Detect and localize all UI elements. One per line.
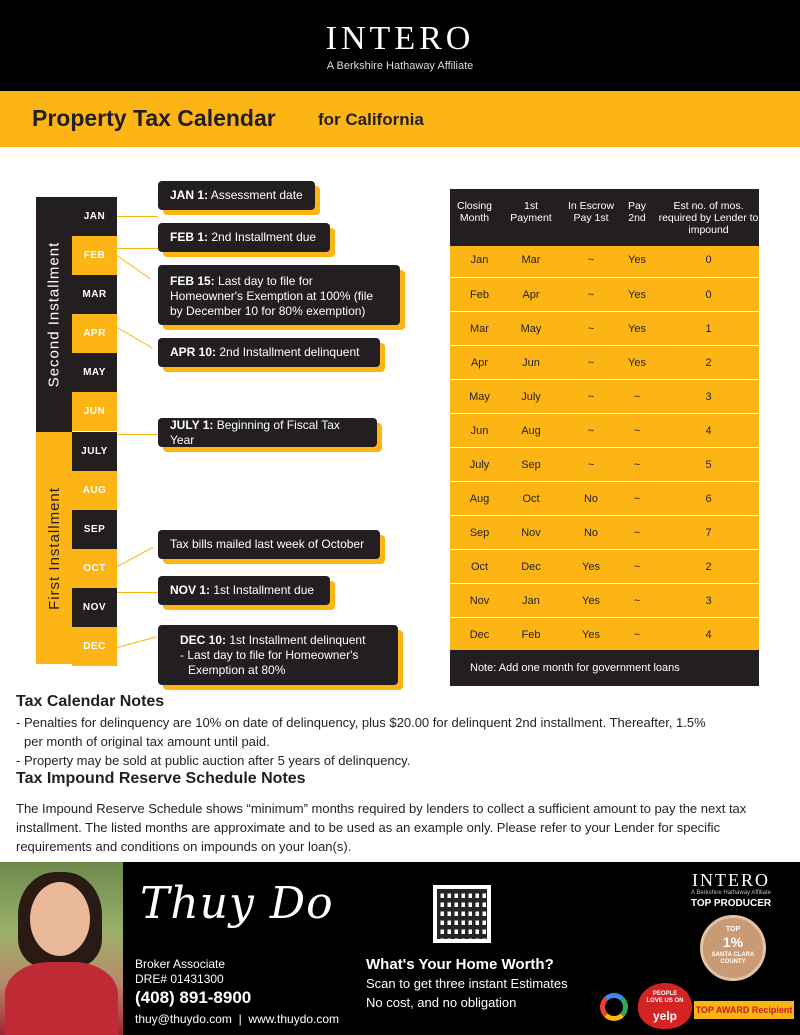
- agent-dre: DRE# 01431300: [135, 972, 224, 986]
- td-est-months: 2: [705, 561, 712, 573]
- td-est-months: 2: [705, 357, 712, 369]
- month-feb: FEB: [72, 236, 117, 275]
- td-in-escrow: ~: [587, 391, 595, 403]
- notes-auction-line: - Property may be sold at public auction after 5 years of delinquency.: [16, 753, 411, 768]
- td-closing-month: July: [469, 459, 490, 471]
- table-row: [450, 583, 759, 617]
- td-closing-month: Dec: [469, 629, 490, 641]
- tax-calendar-notes-heading: Tax Calendar Notes: [16, 693, 165, 710]
- td-pay-second: Yes: [628, 254, 646, 266]
- month-oct: OCT: [72, 549, 117, 588]
- connector-apr: [117, 327, 153, 348]
- td-est-months: 3: [705, 391, 712, 403]
- first-installment-label: First Installment: [45, 486, 63, 610]
- promo-line-2: No cost, and no obligation: [366, 995, 517, 1010]
- table-header: [450, 189, 759, 246]
- td-closing-month: Jan: [470, 254, 489, 266]
- td-first-payment: Oct: [522, 493, 540, 505]
- event-apr-10: APR 10: 2nd Installment delinquent: [158, 338, 380, 367]
- td-in-escrow: ~: [587, 254, 595, 266]
- td-in-escrow: ~: [587, 357, 595, 369]
- td-in-escrow: ~: [587, 289, 595, 301]
- event-dec-10: DEC 10: 1st Installment delinquent - Last day to file for Homeowner's Exemption at 80%: [158, 625, 398, 685]
- yelp-icon: PEOPLE LOVE US ON yelp: [638, 983, 692, 1029]
- event-feb-1: FEB 1: 2nd Installment due: [158, 223, 330, 252]
- td-pay-second: ~: [633, 595, 641, 607]
- td-in-escrow: Yes: [582, 629, 600, 641]
- impound-notes-text: The Impound Reserve Schedule shows “minimum” months required by lenders to collect a sufficient amount to pay the next tax installment. The listed months are approximate and to be used as an example only. Please refer to your Lender for specific requirements and conditions on impounds on your loan(s).: [16, 801, 747, 854]
- notes-penalty-line-2: per month of original tax amount until paid.: [24, 734, 270, 749]
- event-july-1: JULY 1: Beginning of Fiscal Tax Year: [158, 418, 377, 447]
- month-jun: JUN: [72, 392, 117, 431]
- table-row: [450, 277, 759, 311]
- td-est-months: 0: [705, 289, 712, 301]
- medal-icon: TOP 1% SANTA CLARA COUNTY: [700, 915, 766, 981]
- td-in-escrow: Yes: [582, 595, 600, 607]
- table-note: Note: Add one month for government loans: [450, 650, 759, 686]
- connector-feb1: [117, 248, 158, 249]
- second-installment-label: Second Installment: [45, 241, 63, 388]
- td-first-payment: Dec: [521, 561, 541, 573]
- td-est-months: 7: [705, 527, 712, 539]
- connector-nov: [117, 592, 158, 593]
- event-nov-1: NOV 1: 1st Installment due: [158, 576, 330, 605]
- td-pay-second: Yes: [628, 289, 646, 301]
- td-in-escrow: No: [583, 527, 599, 539]
- award-ribbon: TOP AWARD Recipient: [694, 1001, 794, 1019]
- td-in-escrow: ~: [587, 323, 595, 335]
- td-first-payment: Sep: [521, 459, 541, 471]
- table-row: [450, 379, 759, 413]
- table-row: [450, 617, 759, 651]
- td-pay-second: Yes: [628, 357, 646, 369]
- td-in-escrow: Yes: [582, 561, 600, 573]
- month-jan: JAN: [72, 197, 117, 236]
- table-row: [450, 515, 759, 549]
- td-pay-second: ~: [633, 391, 641, 403]
- td-closing-month: Jun: [470, 425, 489, 437]
- td-first-payment: May: [520, 323, 542, 335]
- td-est-months: 0: [705, 254, 712, 266]
- td-in-escrow: No: [583, 493, 599, 505]
- agent-photo: [0, 862, 123, 1035]
- td-pay-second: ~: [633, 425, 641, 437]
- badge-title: TOP PRODUCER: [690, 898, 772, 909]
- td-est-months: 6: [705, 493, 712, 505]
- td-closing-month: Nov: [469, 595, 490, 607]
- event-tax-bills: Tax bills mailed last week of October: [158, 530, 380, 559]
- td-first-payment: Apr: [522, 289, 540, 301]
- td-est-months: 3: [705, 595, 712, 607]
- brand-logo: INTERO: [325, 20, 475, 57]
- td-first-payment: July: [521, 391, 541, 403]
- td-est-months: 4: [705, 629, 712, 641]
- td-est-months: 1: [705, 323, 712, 335]
- td-closing-month: Oct: [470, 561, 489, 573]
- th-first-payment: 1st Payment: [510, 200, 552, 224]
- agent-contact[interactable]: thuy@thuydo.com | www.thuydo.com: [135, 1012, 340, 1026]
- table-row: [450, 311, 759, 345]
- th-pay-second: Pay 2nd: [627, 200, 647, 224]
- agent-signature: Thuy Do: [140, 878, 334, 929]
- page-title: Property Tax Calendar: [32, 105, 276, 131]
- td-first-payment: Jun: [522, 357, 540, 369]
- connector-july: [117, 434, 158, 435]
- second-installment-bar: [36, 197, 72, 432]
- td-first-payment: Aug: [521, 425, 541, 437]
- first-installment-bar: [36, 432, 72, 664]
- th-est-months: Est no. of mos. required by Lender to impound: [658, 200, 759, 236]
- promo-title: What's Your Home Worth?: [366, 956, 554, 973]
- table-body: [450, 246, 759, 650]
- month-may: MAY: [72, 353, 117, 392]
- agent-role: Broker Associate: [135, 957, 226, 971]
- td-first-payment: Jan: [522, 595, 540, 607]
- td-pay-second: ~: [633, 629, 641, 641]
- table-row: [450, 345, 759, 379]
- promo-line-1: Scan to get three instant Estimates: [366, 976, 568, 991]
- badge-brand: INTERO: [692, 870, 770, 890]
- table-row: [450, 447, 759, 481]
- td-closing-month: Feb: [470, 289, 489, 301]
- td-closing-month: Apr: [470, 357, 489, 369]
- page-subtitle: for California: [318, 110, 424, 129]
- td-first-payment: Nov: [521, 527, 541, 539]
- connector-oct: [117, 547, 154, 567]
- td-pay-second: Yes: [628, 323, 646, 335]
- td-pay-second: ~: [633, 493, 641, 505]
- td-in-escrow: ~: [587, 425, 595, 437]
- td-first-payment: Feb: [521, 629, 541, 641]
- td-pay-second: ~: [633, 561, 641, 573]
- event-jan-1: JAN 1: Assessment date: [158, 181, 315, 210]
- notes-penalty-line: - Penalties for delinquency are 10% on date of delinquency, plus $20.00 for delinquent 2nd installment. Thereafter, 1.5%: [16, 715, 706, 730]
- connector-jan: [117, 216, 158, 217]
- connector-feb15: [117, 255, 151, 279]
- google-icon: [600, 993, 628, 1021]
- td-est-months: 4: [705, 425, 712, 437]
- brand-tagline: A Berkshire Hathaway Affiliate: [326, 60, 474, 72]
- month-apr: APR: [72, 314, 117, 353]
- month-july: JULY: [72, 432, 117, 471]
- td-closing-month: May: [469, 391, 490, 403]
- td-closing-month: Sep: [469, 527, 490, 539]
- th-in-escrow: In Escrow Pay 1st: [567, 200, 615, 224]
- td-pay-second: ~: [633, 459, 641, 471]
- td-est-months: 5: [705, 459, 712, 471]
- month-sep: SEP: [72, 510, 117, 549]
- td-in-escrow: ~: [587, 459, 595, 471]
- month-dec: DEC: [72, 627, 117, 666]
- td-pay-second: ~: [633, 527, 641, 539]
- agent-phone[interactable]: (408) 891-8900: [135, 988, 252, 1007]
- impound-table: [450, 189, 759, 686]
- connector-dec: [117, 636, 157, 648]
- qr-code[interactable]: [433, 885, 491, 943]
- impound-notes-heading: Tax Impound Reserve Schedule Notes: [16, 770, 306, 787]
- month-nov: NOV: [72, 588, 117, 627]
- td-first-payment: Mar: [521, 254, 541, 266]
- table-row: [450, 481, 759, 515]
- month-aug: AUG: [72, 471, 117, 510]
- table-row: [450, 243, 759, 277]
- table-row: [450, 549, 759, 583]
- event-feb-15: FEB 15: Last day to file for Homeowner's Exemption at 100% (file by December 10 for 80% exemption): [158, 265, 400, 325]
- td-closing-month: Mar: [470, 323, 489, 335]
- th-closing-month: Closing Month: [456, 200, 493, 224]
- badge-tagline: A Berkshire Hathaway Affiliate: [691, 890, 771, 896]
- table-row: [450, 413, 759, 447]
- td-closing-month: Aug: [469, 493, 490, 505]
- month-mar: MAR: [72, 275, 117, 314]
